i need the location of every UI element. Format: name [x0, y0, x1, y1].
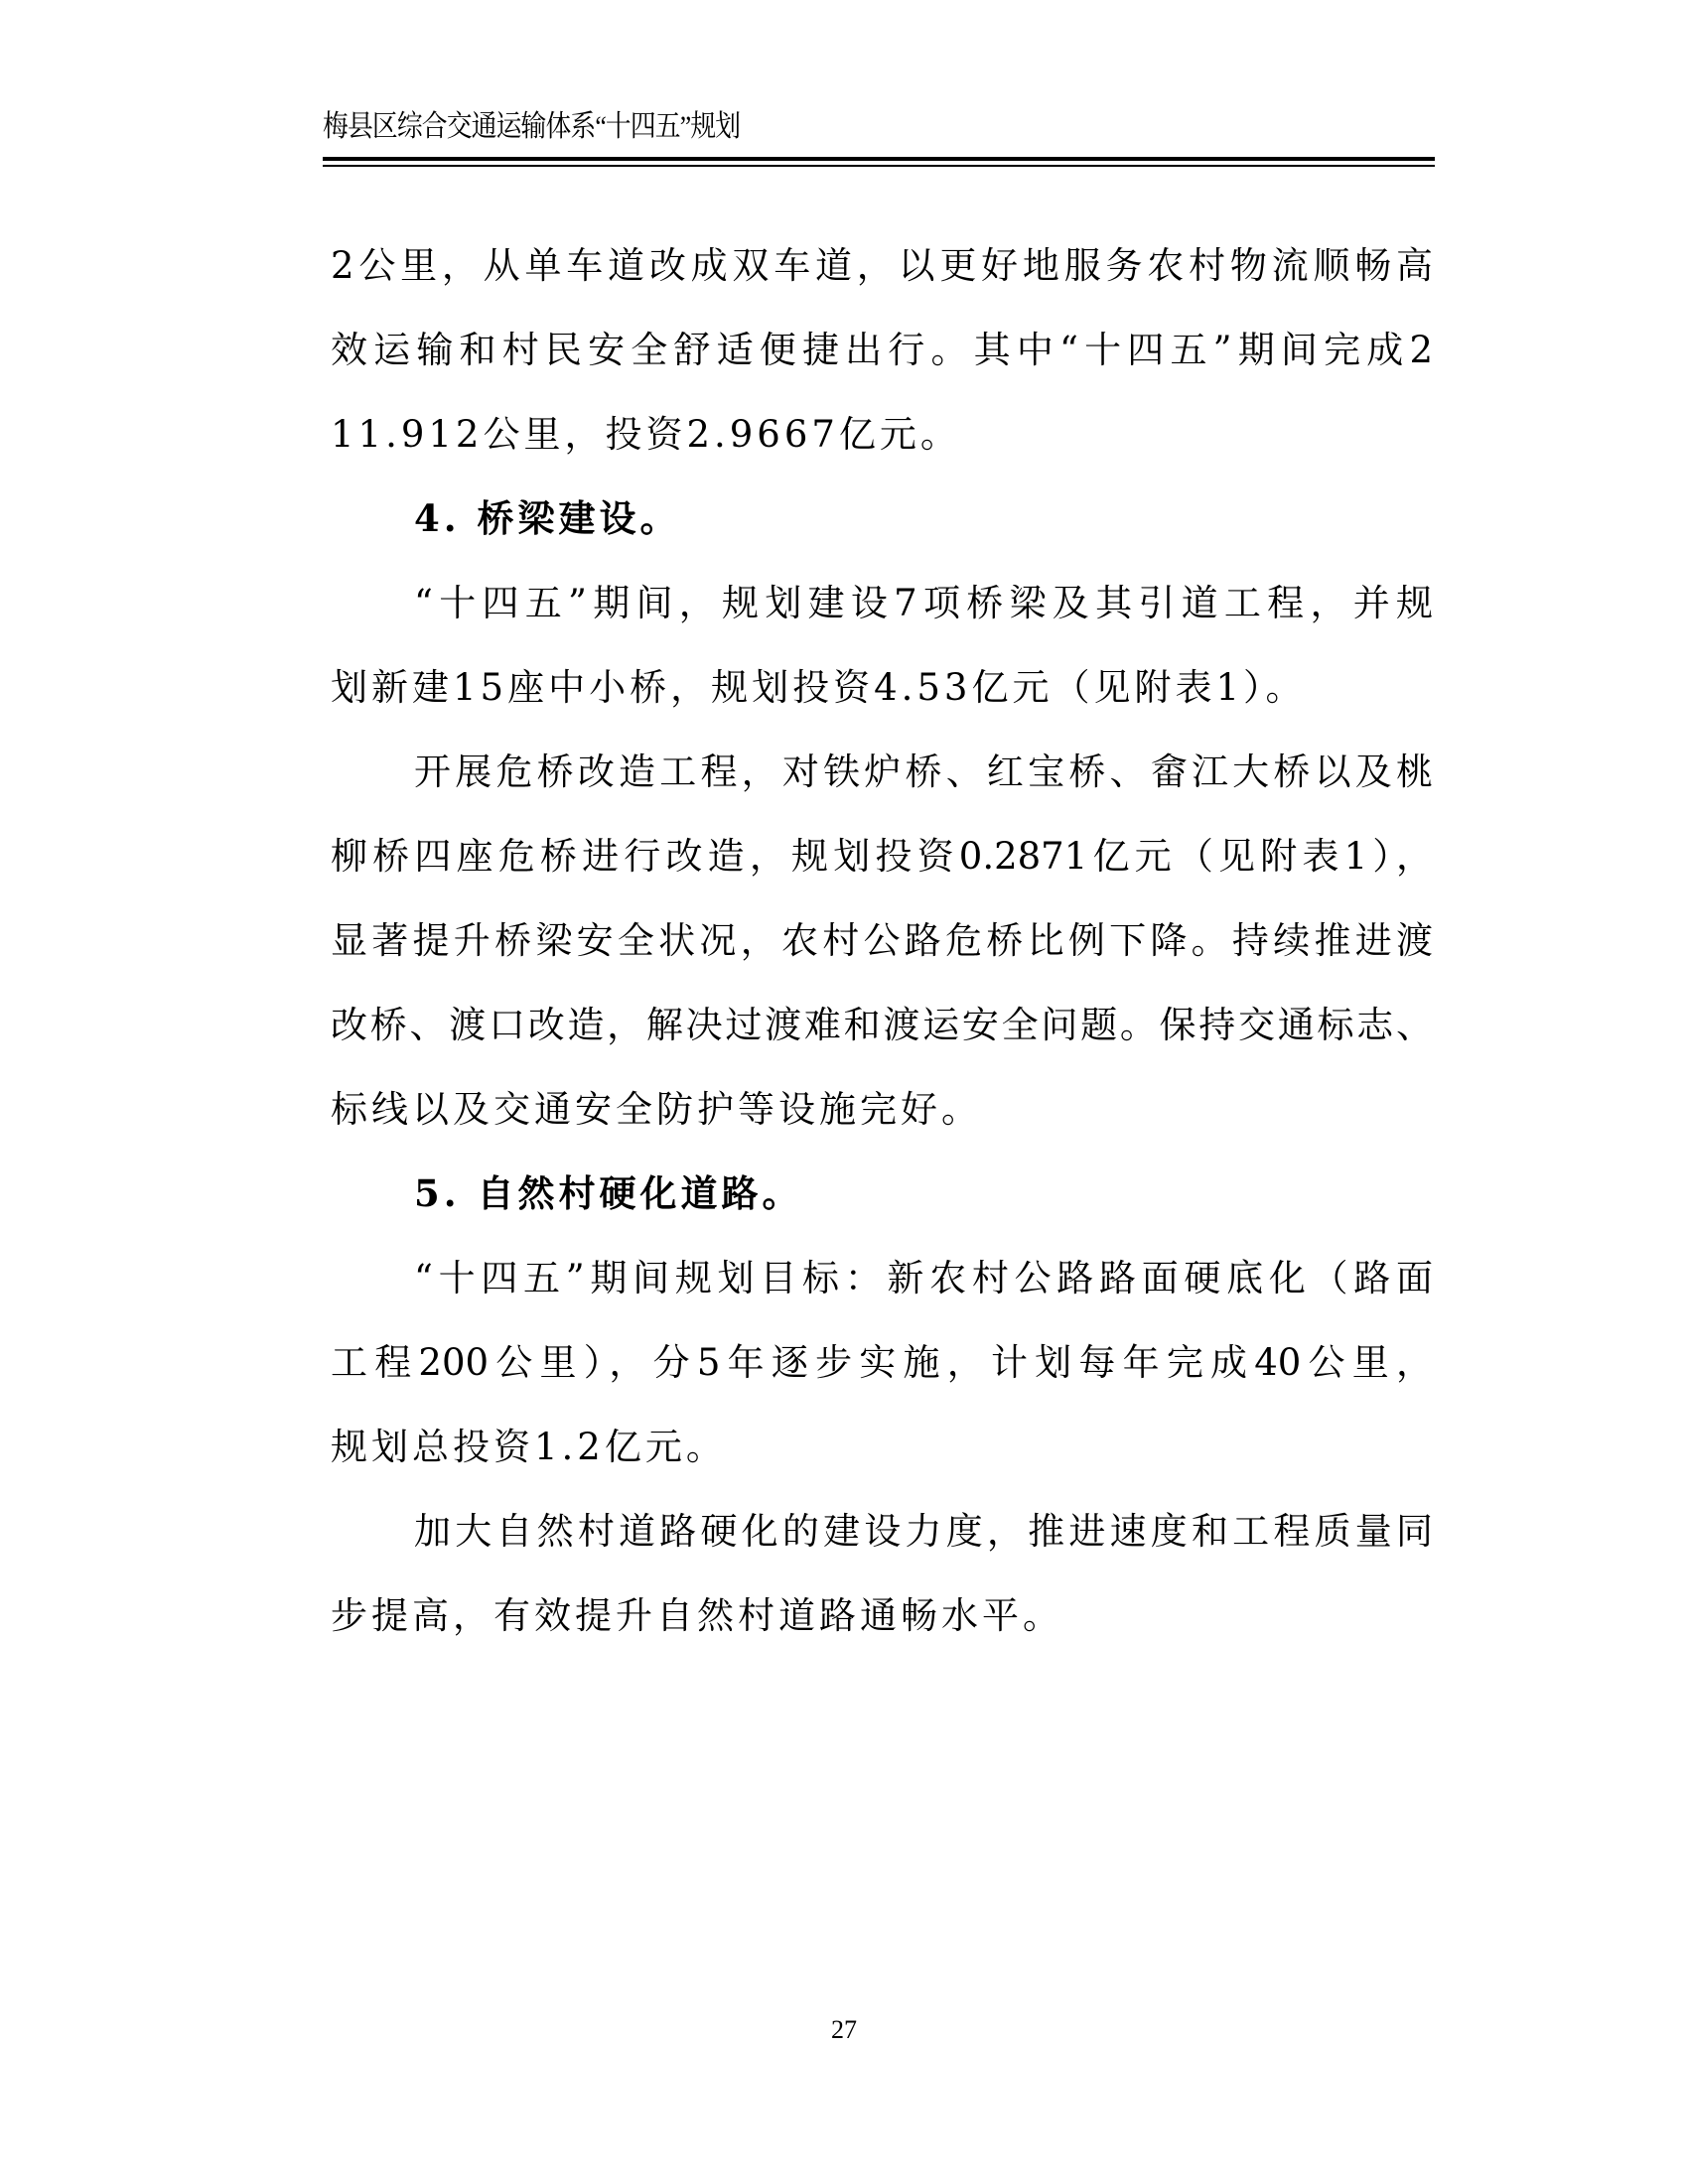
text-line: 步提高，有效提升自然村道路通畅水平。 [331, 1594, 1063, 1637]
text-line: 11.912公里，投资2.9667亿元。 [331, 413, 961, 456]
section-heading-village-roads: 5. 自然村硬化道路。 [414, 1171, 803, 1215]
text-line: 显著提升桥梁安全状况，农村公路危桥比例下降。持续推进渡 [331, 919, 1433, 962]
paragraph-bridges-plan [331, 561, 1433, 730]
text-line: 加大自然村道路硬化的建设力度，推进速度和工程质量同 [414, 1510, 1433, 1553]
page-number: 27 [831, 2015, 857, 2044]
paragraph-intro [331, 223, 1433, 477]
page-body [331, 223, 1433, 1658]
document-title: 梅县区综合交通运输体系“十四五”规划 [323, 110, 741, 143]
paragraph-dangerous-bridges [331, 730, 1433, 1152]
text-line: 工程200公里），分5年逐步实施，计划每年完成40公里， [331, 1341, 1433, 1384]
text-line: 开展危桥改造工程，对铁炉桥、红宝桥、畲江大桥以及桃 [414, 751, 1433, 793]
header-rule-thin [323, 165, 1435, 167]
paragraph-village-roads-target [331, 1236, 1433, 1489]
section-heading-bridges: 4. 桥梁建设。 [414, 496, 681, 540]
text-line: 划新建15座中小桥，规划投资4.53亿元（见附表1）。 [331, 666, 1307, 709]
running-header [323, 107, 1435, 147]
text-line: 柳桥四座危桥进行改造，规划投资0.2871亿元（见附表1）， [331, 835, 1433, 878]
paragraph-village-roads-effort [331, 1489, 1433, 1658]
text-line: “十四五”期间，规划建设7项桥梁及其引道工程，并规 [414, 582, 1433, 624]
text-line: 效运输和村民安全舒适便捷出行。其中“十四五”期间完成2 [331, 329, 1433, 371]
text-line: 改桥、渡口改造，解决过渡难和渡运安全问题。保持交通标志、 [331, 1004, 1433, 1046]
text-line: 2公里，从单车道改成双车道，以更好地服务农村物流顺畅高 [331, 244, 1433, 287]
text-line: 标线以及交通安全防护等设施完好。 [331, 1088, 982, 1131]
text-line: “十四五”期间规划目标：新农村公路路面硬底化（路面 [414, 1257, 1433, 1299]
header-rule-thick [323, 157, 1435, 161]
text-line: 规划总投资1.2亿元。 [331, 1426, 727, 1468]
